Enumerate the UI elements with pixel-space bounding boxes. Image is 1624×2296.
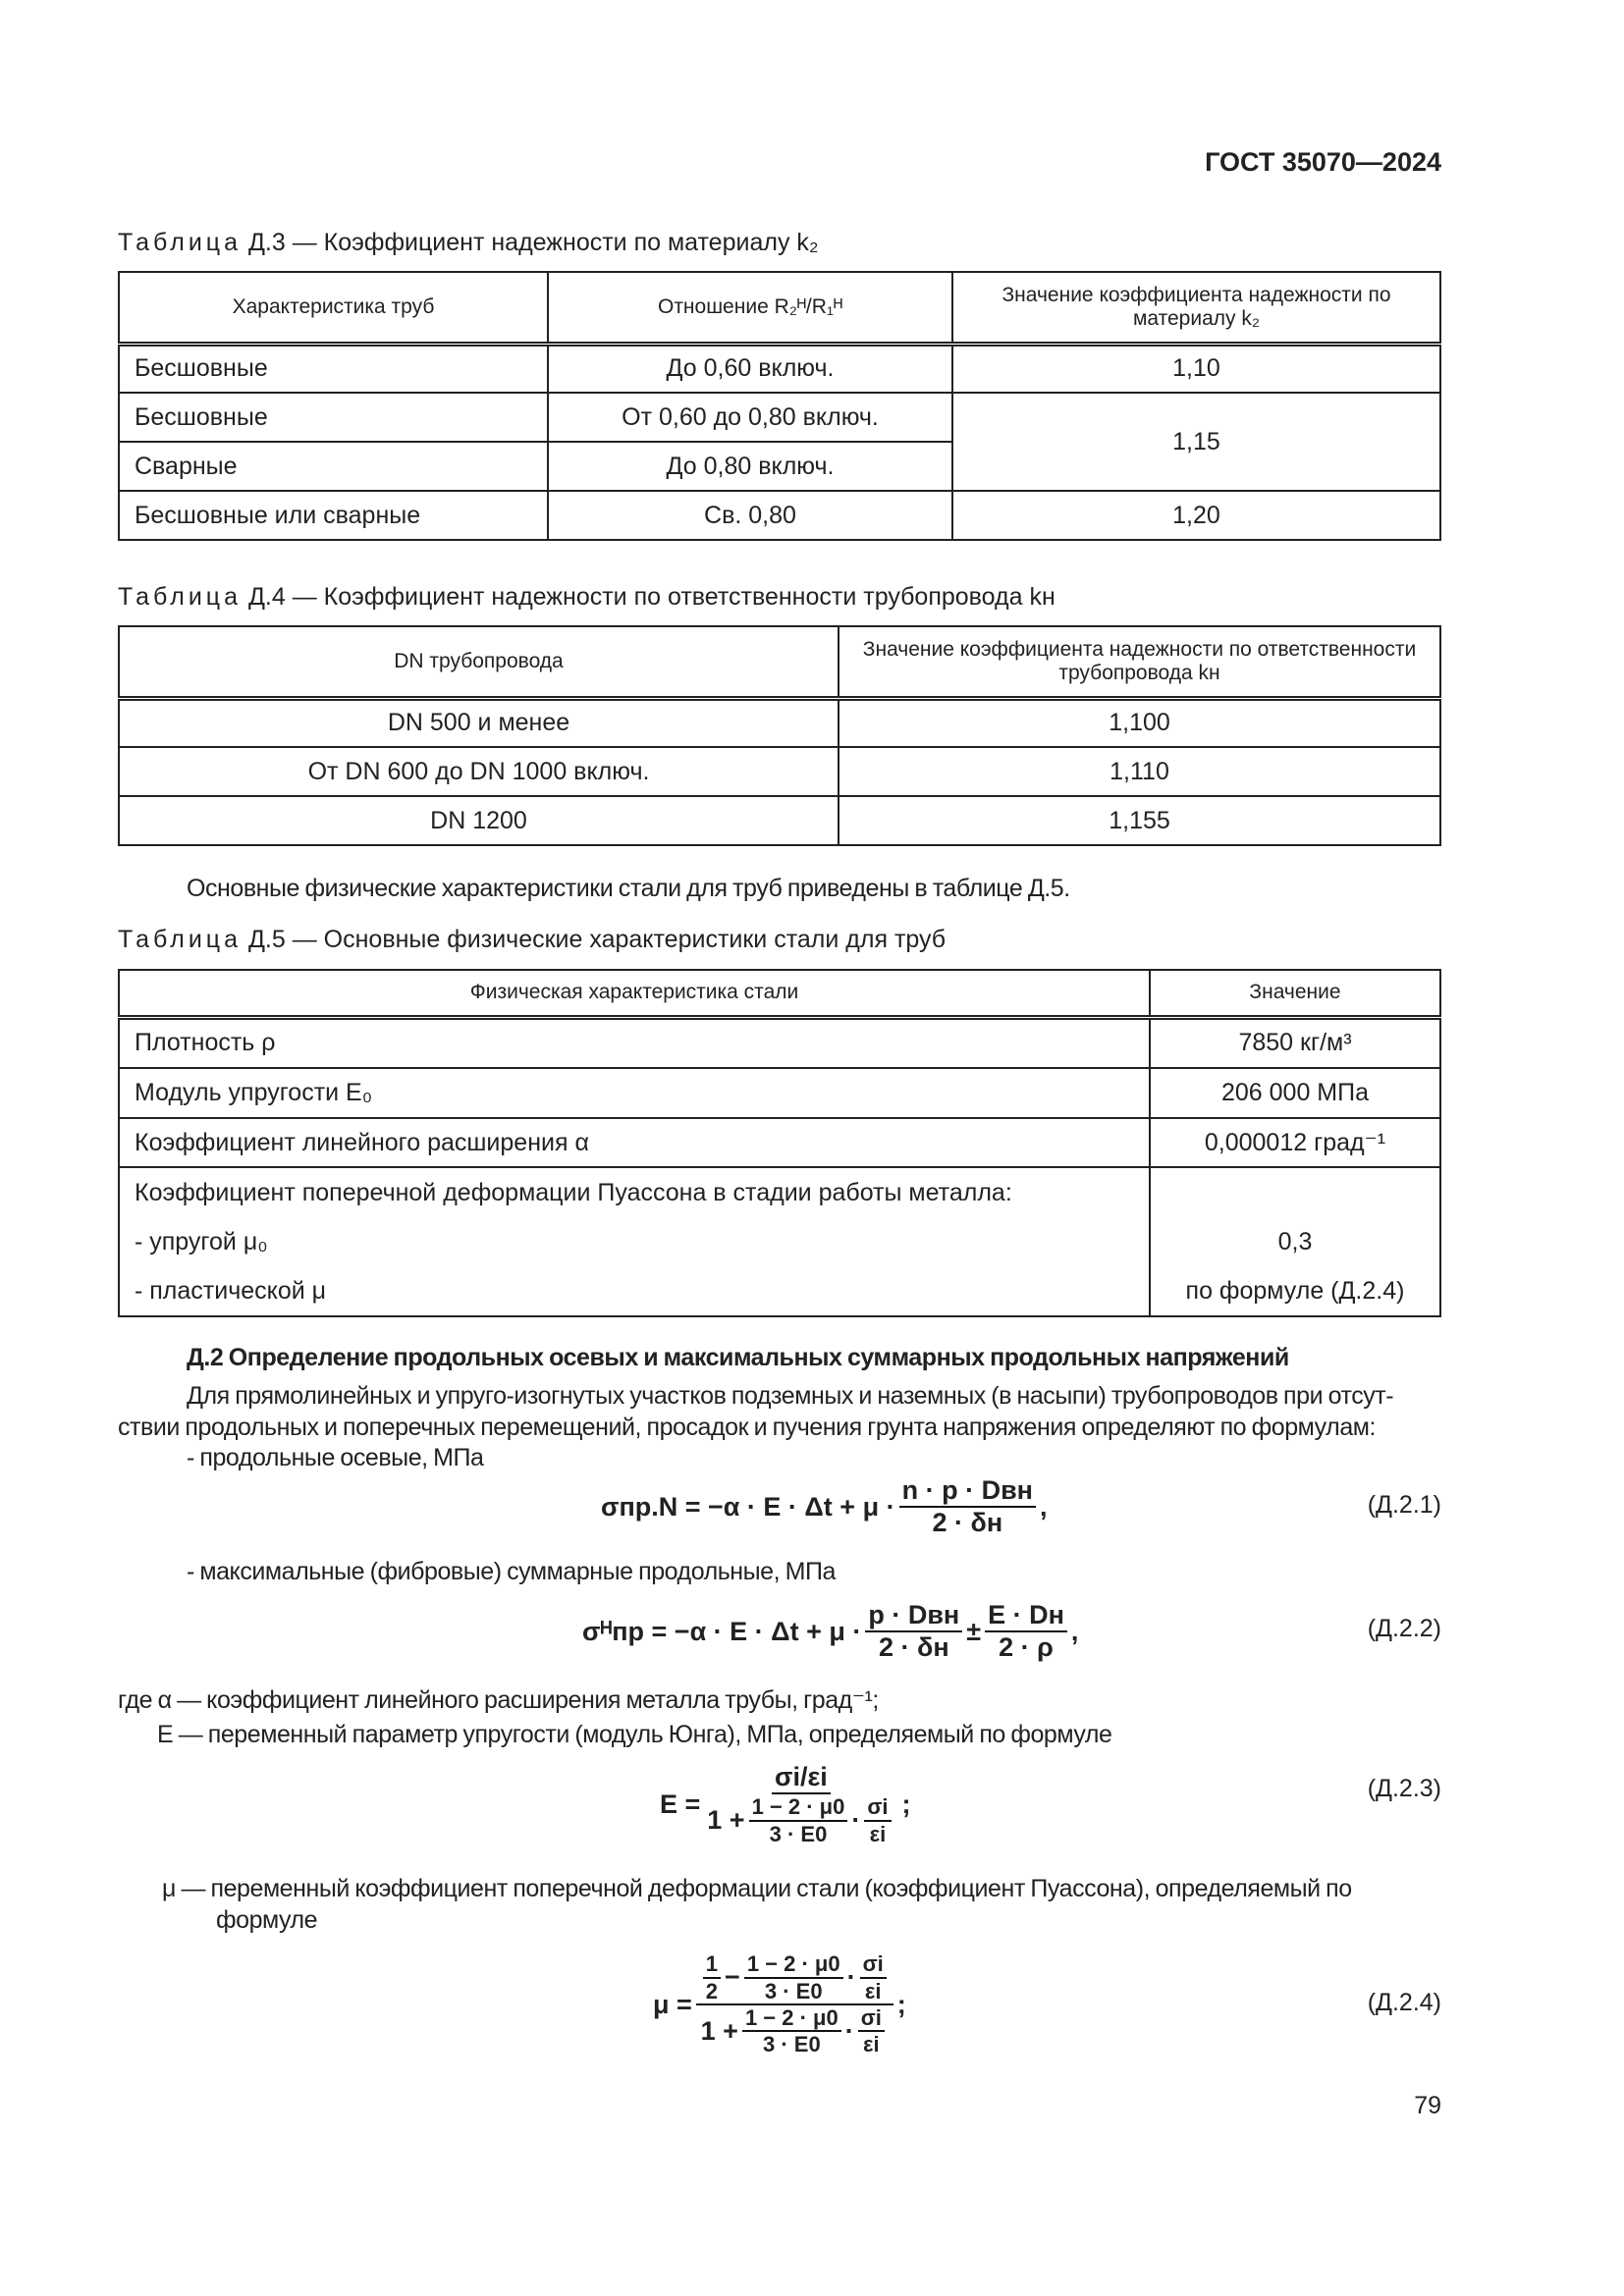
caption-label: Таблица: [118, 926, 243, 953]
header-cell: Отношение R₂ᴴ/R₁ᴴ: [548, 272, 952, 344]
paragraph-line: ствии продольных и поперечных перемещений, просадок и пучения грунта напряжения определяют по формулам:: [118, 1414, 1377, 1441]
denominator: 2 · δн: [932, 1508, 1003, 1537]
cell: Бесшовные: [119, 393, 548, 442]
section-heading: Д.2 Определение продольных осевых и максимальных суммарных продольных напряжений: [187, 1344, 1289, 1371]
numerator: 1: [703, 1951, 721, 1978]
cell: Плотность ρ: [119, 1017, 1150, 1068]
cell-line: по формуле (Д.2.4): [1185, 1277, 1405, 1305]
cell: 1,10: [952, 344, 1440, 393]
formula-part: ·: [851, 1804, 861, 1835]
formula-part: ·: [844, 2015, 854, 2046]
equation-number: (Д.2.2): [1367, 1615, 1441, 1642]
cell: 7850 кг/м³: [1150, 1017, 1440, 1068]
numerator: 1 − 2 · μ0: [742, 2005, 841, 2032]
header-cell: Физическая характеристика стали: [119, 970, 1150, 1017]
formula-part: −: [725, 1962, 740, 1993]
cell: 1,100: [839, 698, 1440, 747]
denominator: εi: [869, 1821, 887, 1846]
numerator: p · Dвн: [865, 1600, 962, 1632]
caption-label: Таблица: [118, 229, 243, 256]
fraction: [749, 1794, 848, 1846]
denominator: 3 · E0: [764, 1978, 823, 2003]
numerator: σi: [860, 1951, 887, 1978]
table-d3: [118, 271, 1441, 541]
table-row: [119, 796, 1440, 845]
numerator: σi/εi: [772, 1762, 831, 1794]
header-cell: Характеристика труб: [119, 272, 548, 344]
fraction: [864, 1794, 891, 1846]
table-row: [119, 491, 1440, 540]
header-cell: DN трубопровода: [119, 626, 839, 698]
cell: До 0,60 включ.: [548, 344, 952, 393]
fraction: [696, 1951, 893, 2056]
formula-part: μ =: [653, 1989, 692, 2019]
fraction: [703, 1951, 721, 2003]
formula-part: ,: [1070, 1616, 1079, 1646]
caption-text: Д.3 — Коэффициент надежности по материалу k₂: [247, 229, 819, 256]
cell: От 0,60 до 0,80 включ.: [548, 393, 952, 442]
document-id: ГОСТ 35070—2024: [1205, 147, 1441, 177]
fraction: [744, 1951, 843, 2003]
caption-label: Таблица: [118, 583, 243, 611]
cell: Бесшовные: [119, 344, 548, 393]
table-row: [119, 698, 1440, 747]
formula-part: 1 +: [700, 2015, 738, 2046]
cell: 1,155: [839, 796, 1440, 845]
cell: Бесшовные или сварные: [119, 491, 548, 540]
fraction: [742, 2005, 841, 2057]
formula-d2-3: [660, 1757, 911, 1851]
paragraph-line: Для прямолинейных и упруго-изогнутых участков подземных и наземных (в насыпи) трубопроводов при отсут-: [187, 1382, 1394, 1410]
formula-d2-1: [601, 1474, 1048, 1537]
cell: До 0,80 включ.: [548, 442, 952, 491]
denominator: 2 · ρ: [999, 1632, 1054, 1662]
list-item: - продольные осевые, МПа: [187, 1444, 484, 1471]
cell: 1,20: [952, 491, 1440, 540]
definition-mu: μ — переменный коэффициент поперечной деформации стали (коэффициент Пуассона), определяемый по: [162, 1875, 1352, 1902]
fraction: [865, 1600, 962, 1663]
definition-e: E — переменный параметр упругости (модуль Юнга), МПа, определяемый по формуле: [157, 1721, 1112, 1748]
formula-d2-4: [653, 1946, 906, 2063]
formula-part: ·: [846, 1962, 856, 1993]
table-d5-caption: [118, 926, 946, 954]
formula-part: ;: [901, 1789, 911, 1819]
numerator: 1 − 2 · μ0: [749, 1794, 848, 1821]
denominator: [704, 1794, 897, 1846]
cell: DN 1200: [119, 796, 839, 845]
fraction: [860, 1951, 887, 2003]
numerator: σi: [864, 1794, 891, 1821]
cell-line: - пластической μ: [135, 1277, 327, 1305]
header-cell: Значение коэффициента надежности по ответственности трубопровода kн: [839, 626, 1440, 698]
formula-part: ±: [966, 1616, 982, 1646]
numerator: n · p · Dвн: [899, 1475, 1036, 1508]
cell: [1150, 1167, 1440, 1316]
numerator: [696, 1951, 893, 2005]
table-d4-caption: [118, 583, 1056, 612]
cell: 1,15: [952, 393, 1440, 491]
cell: Коэффициент линейного расширения α: [119, 1118, 1150, 1167]
numerator: 1 − 2 · μ0: [744, 1951, 843, 1978]
fraction: [704, 1762, 897, 1846]
table-row: [119, 1118, 1440, 1167]
fraction: [985, 1600, 1067, 1663]
cell: DN 500 и менее: [119, 698, 839, 747]
header-cell: Значение коэффициента надежности по материалу k₂: [952, 272, 1440, 344]
cell: 206 000 МПа: [1150, 1068, 1440, 1118]
table-row: [119, 393, 1440, 442]
denominator: εi: [864, 1978, 882, 2003]
table-d3-caption: [118, 229, 819, 257]
caption-text: Д.4 — Коэффициент надежности по ответственности трубопровода kн: [247, 583, 1056, 611]
formula-d2-2: [582, 1600, 1078, 1663]
equation-number: (Д.2.1): [1367, 1491, 1441, 1519]
cell-line: [1165, 1168, 1425, 1217]
equation-number: (Д.2.3): [1367, 1775, 1441, 1802]
cell: 1,110: [839, 747, 1440, 796]
cell-line: Коэффициент поперечной деформации Пуассона в стадии работы металла:: [135, 1179, 1012, 1206]
cell: Св. 0,80: [548, 491, 952, 540]
numerator: σi: [858, 2005, 885, 2032]
table-row: [119, 344, 1440, 393]
fraction: [858, 2005, 885, 2057]
cell-line: 0,3: [1277, 1228, 1313, 1255]
cell: [119, 1167, 1150, 1316]
denominator: 2: [705, 1978, 719, 2003]
list-item: - максимальные (фибровые) суммарные продольные, МПа: [187, 1558, 836, 1585]
denominator: 3 · E0: [769, 1821, 828, 1846]
header-cell: Значение: [1150, 970, 1440, 1017]
denominator: εi: [863, 2032, 880, 2057]
table-row: [119, 1068, 1440, 1118]
definition-alpha: где α — коэффициент линейного расширения металла трубы, град⁻¹;: [118, 1686, 879, 1714]
denominator: 2 · δн: [878, 1632, 949, 1662]
cell: От DN 600 до DN 1000 включ.: [119, 747, 839, 796]
formula-part: E =: [660, 1789, 701, 1819]
equation-number: (Д.2.4): [1367, 1989, 1441, 2016]
cell-line: - упругой μ₀: [135, 1228, 268, 1255]
formula-part: σᴴпр = −α · E · Δt + μ ·: [582, 1616, 862, 1646]
table-d4: [118, 625, 1441, 846]
formula-part: ,: [1039, 1491, 1048, 1522]
formula-part: 1 +: [707, 1804, 745, 1835]
table-row: [119, 1017, 1440, 1068]
table-d5: [118, 969, 1441, 1317]
definition-mu-cont: формуле: [216, 1906, 318, 1934]
fraction: [899, 1475, 1036, 1538]
formula-part: ;: [896, 1989, 906, 2019]
table-row: [119, 747, 1440, 796]
table-row: [119, 1167, 1440, 1316]
page-number: 79: [1414, 2092, 1441, 2119]
cell: 0,000012 град⁻¹: [1150, 1118, 1440, 1167]
intro-paragraph: Основные физические характеристики стали для труб приведены в таблице Д.5.: [187, 875, 1070, 902]
caption-text: Д.5 — Основные физические характеристики стали для труб: [247, 926, 947, 953]
denominator: [698, 2005, 892, 2057]
cell: Сварные: [119, 442, 548, 491]
denominator: 3 · E0: [763, 2032, 821, 2057]
formula-part: σпр.N = −α · E · Δt + μ ·: [601, 1491, 895, 1522]
numerator: E · Dн: [985, 1600, 1067, 1632]
cell: Модуль упругости E₀: [119, 1068, 1150, 1118]
